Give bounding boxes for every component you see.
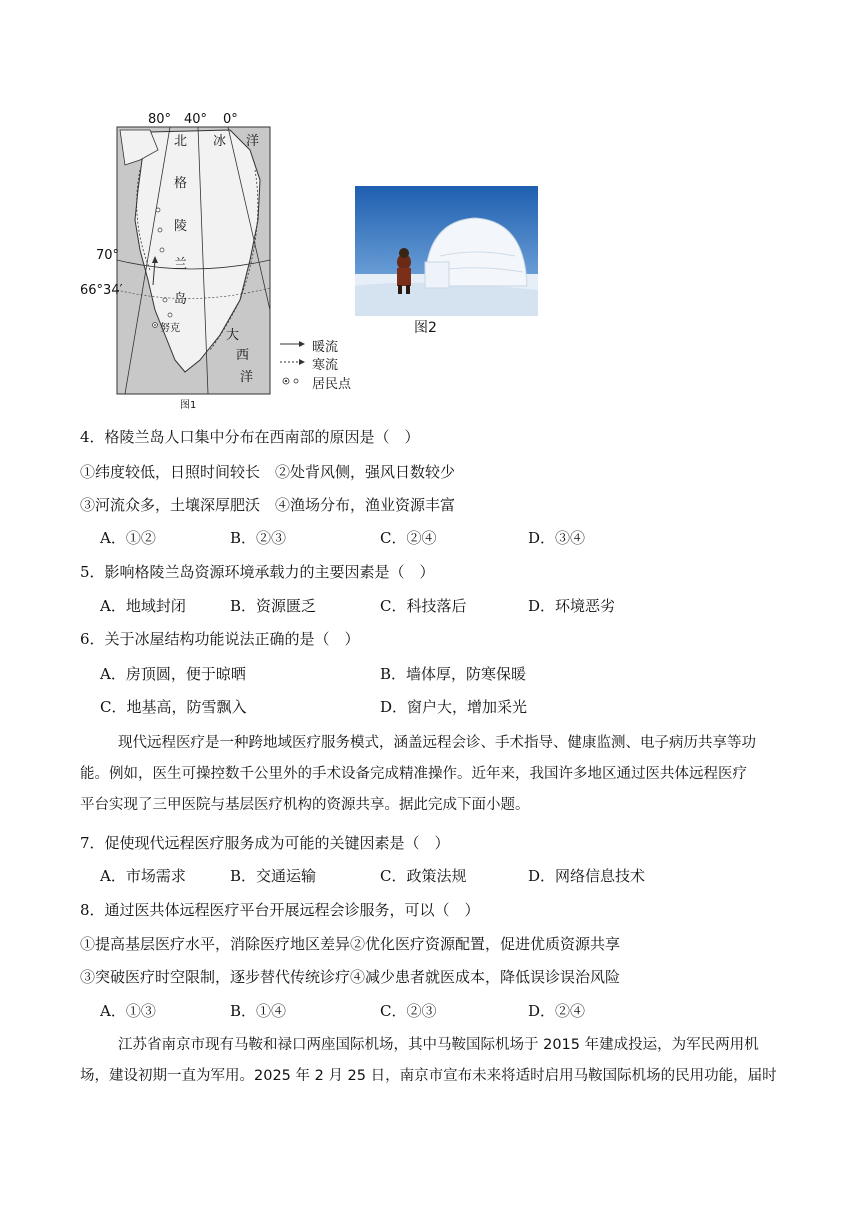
question-6-option-d[interactable]: D．窗户大，增加采光 <box>380 698 528 716</box>
passage-medical-line-1: 现代远程医疗是一种跨地域医疗服务模式，涵盖远程会诊、手术指导、健康监测、电子病历共享等功 <box>118 735 756 751</box>
question-4-statement-2: ③河流众多，土壤深厚肥沃 ④渔场分布，渔业资源丰富 <box>80 496 456 514</box>
figure-1-caption: 图1 <box>180 400 197 411</box>
igloo-photo-image <box>355 186 538 316</box>
figure-2-photo <box>355 186 538 336</box>
map-legend <box>278 334 368 394</box>
question-7-option-b[interactable]: B．交通运输 <box>230 867 317 885</box>
greenland-char-3: 兰 <box>174 257 188 272</box>
legend-symbols <box>278 334 308 394</box>
question-8-option-c[interactable]: C．②③ <box>380 1002 437 1020</box>
question-6-stem: 6．关于冰屋结构功能说法正确的是（ ） <box>80 630 360 648</box>
question-5-option-d[interactable]: D．环境恶劣 <box>528 597 616 615</box>
lon-label-0: 0° <box>223 112 238 127</box>
question-7-option-c[interactable]: C．政策法规 <box>380 867 467 885</box>
question-5-option-b[interactable]: B．资源匮乏 <box>230 597 317 615</box>
question-5-option-c[interactable]: C．科技落后 <box>380 597 467 615</box>
atlantic-char-2: 西 <box>236 348 250 363</box>
question-8-option-b[interactable]: B．①④ <box>230 1002 287 1020</box>
question-4-stem: 4．格陵兰岛人口集中分布在西南部的原因是（ ） <box>80 428 420 446</box>
question-5-option-a[interactable]: A．地域封闭 <box>100 597 186 615</box>
lon-label-40: 40° <box>184 112 208 127</box>
question-8-option-a[interactable]: A．①③ <box>100 1002 156 1020</box>
legend-settlement: 居民点 <box>312 377 352 392</box>
question-5-stem: 5．影响格陵兰岛资源环境承载力的主要因素是（ ） <box>80 563 435 581</box>
question-6-option-c[interactable]: C．地基高，防雪飘入 <box>100 698 247 716</box>
question-6-option-a[interactable]: A．房顶圆，便于晾晒 <box>100 665 246 683</box>
lon-label-80: 80° <box>148 112 172 127</box>
figure-1-map <box>80 110 370 410</box>
lat-label-66: 66°34′ <box>80 283 123 298</box>
question-6-option-b[interactable]: B．墙体厚，防寒保暖 <box>380 665 527 683</box>
figure-2-caption: 图2 <box>414 320 437 336</box>
passage-remote-medical <box>80 728 780 821</box>
passage-medical-line-2: 能。例如，医生可操控数千公里外的手术设备完成精准操作。近年来，我国许多地区通过医共体远程医疗 <box>80 766 747 782</box>
question-7-option-a[interactable]: A．市场需求 <box>100 867 186 885</box>
question-7-option-d[interactable]: D．网络信息技术 <box>528 867 646 885</box>
arctic-ocean-char-1: 北 <box>174 134 188 149</box>
question-4-statement-1: ①纬度较低，日照时间较长 ②处背风侧，强风日数较少 <box>80 463 456 481</box>
arctic-ocean-char-2: 冰 <box>213 134 227 149</box>
arctic-ocean-char-3: 洋 <box>246 134 260 149</box>
lat-label-70: 70° <box>96 248 120 263</box>
atlantic-char-3: 洋 <box>240 370 254 385</box>
greenland-char-1: 格 <box>174 176 188 191</box>
passage-medical-line-3: 平台实现了三甲医院与基层医疗机构的资源共享。据此完成下面小题。 <box>80 797 530 813</box>
question-8-statement-2: ③突破医疗时空限制，逐步替代传统诊疗④减少患者就医成本，降低误诊误治风险 <box>80 968 621 986</box>
question-4-option-b[interactable]: B．②③ <box>230 529 287 547</box>
legend-cold-current: 寒流 <box>312 358 339 373</box>
passage-airport-line-2: 场，建设初期一直为军用。2025 年 2 月 25 日，南京市宣布未来将适时启用马鞍国际机场的民用功能，届时 <box>80 1068 777 1084</box>
question-7-stem: 7．促使现代远程医疗服务成为可能的关键因素是（ ） <box>80 834 450 852</box>
greenland-char-2: 陵 <box>174 219 188 234</box>
atlantic-char-1: 大 <box>226 328 240 343</box>
nuuk-label: 努克 <box>160 323 180 334</box>
question-8-stem: 8．通过医共体远程医疗平台开展远程会诊服务，可以（ ） <box>80 901 480 919</box>
greenland-char-4: 岛 <box>174 292 188 307</box>
legend-warm-current: 暖流 <box>312 340 339 355</box>
passage-nanjing-airport <box>80 1030 780 1092</box>
question-4-option-c[interactable]: C．②④ <box>380 529 437 547</box>
question-4-option-a[interactable]: A．①② <box>100 529 156 547</box>
question-8-option-d[interactable]: D．②④ <box>528 1002 586 1020</box>
question-8-statement-1: ①提高基层医疗水平，消除医疗地区差异②优化医疗资源配置，促进优质资源共享 <box>80 935 621 953</box>
question-4-option-d[interactable]: D．③④ <box>528 529 586 547</box>
passage-airport-line-1: 江苏省南京市现有马鞍和禄口两座国际机场，其中马鞍国际机场于 2015 年建成投运，为军民两用机 <box>118 1037 759 1053</box>
